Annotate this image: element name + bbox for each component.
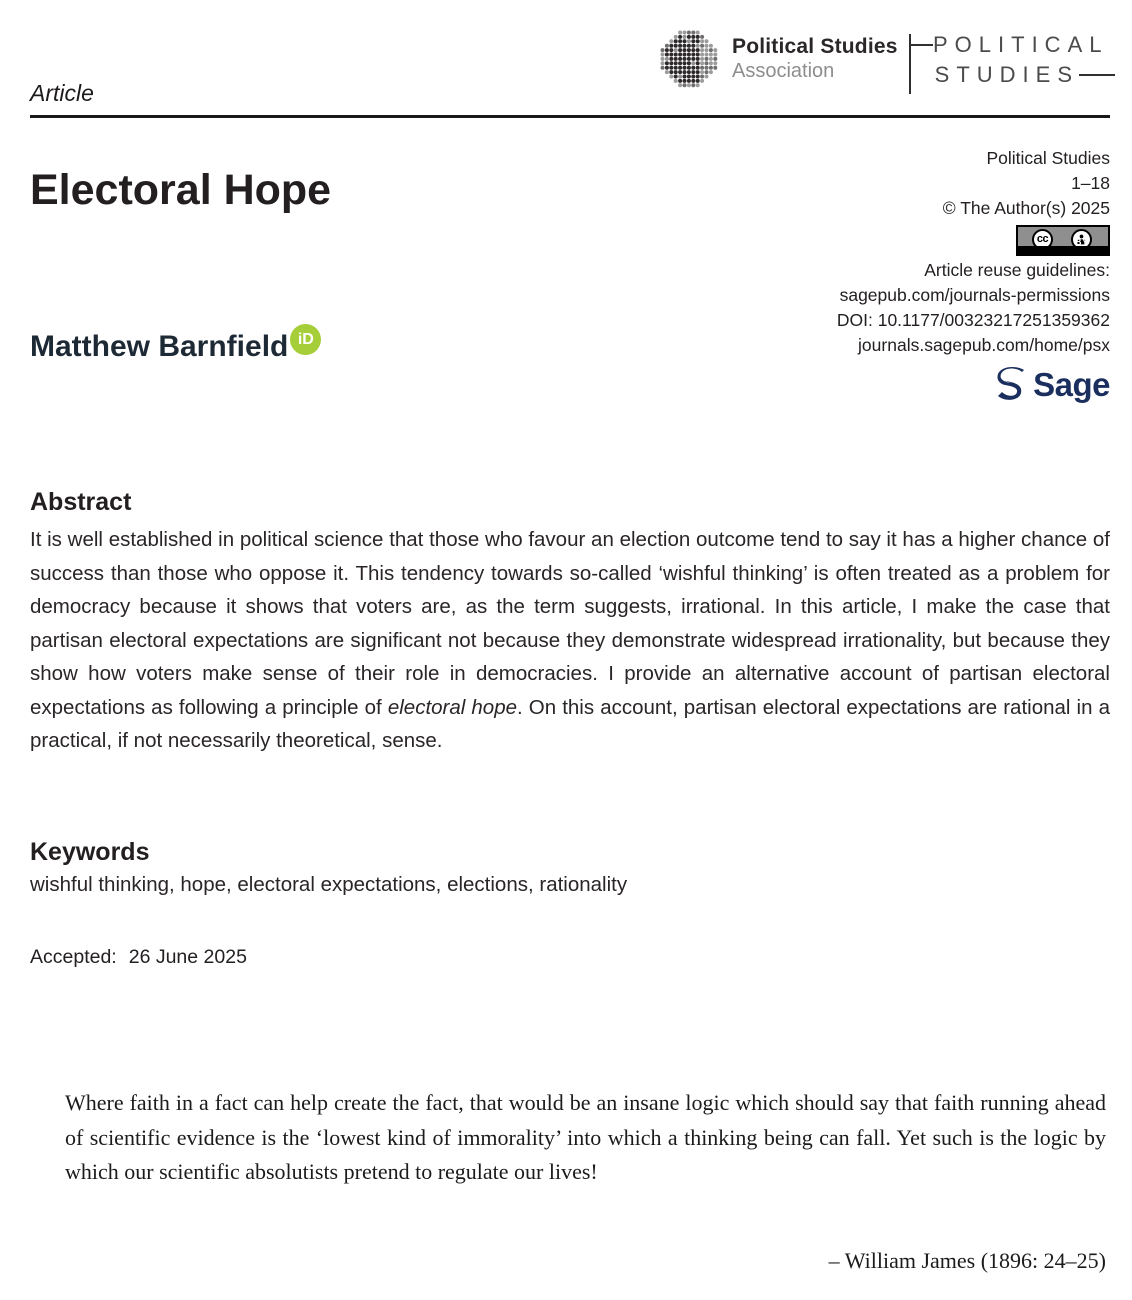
sage-logo (780, 366, 1110, 402)
journal-wordmark-dash-left (909, 44, 933, 46)
abstract-heading: Abstract (30, 488, 132, 516)
psa-logo-line1: Political Studies (732, 35, 898, 58)
keywords-list: wishful thinking, hope, electoral expectations, elections, rationality (30, 873, 628, 896)
article-type-label: Article (30, 80, 94, 106)
journal-wordmark-line1: POLITICAL (933, 32, 1109, 57)
cc-badge-bottom-bar (1018, 246, 1108, 254)
sage-s-icon (996, 366, 1026, 402)
accepted-date: 26 June 2025 (128, 946, 247, 968)
meta-copyright: © The Author(s) 2025 (942, 198, 1110, 218)
keywords-heading: Keywords (30, 838, 150, 866)
sage-wordmark: Sage (1033, 365, 1110, 403)
meta-permissions-link[interactable]: sagepub.com/journals-permissions (839, 285, 1110, 305)
keywords-section (30, 838, 1110, 897)
accepted-label: Accepted: (30, 946, 117, 968)
journal-wordmark-line2: STUDIES (934, 62, 1079, 87)
meta-reuse-guidelines: Article reuse guidelines: (924, 260, 1110, 280)
psa-dots-icon (658, 28, 720, 90)
cc-by-license-badge[interactable] (1016, 225, 1110, 256)
abstract-text: It is well established in political science that those who favour an election outcome tend to say it has a higher chance of success than those who oppose it. This tendency towards so-called ‘wishful thinking’ is often treated as a problem for democracy because it shows that voters are, as the term suggests, irrational. In this article, I make the case that partisan electoral expectations are significant not because they demonstrate widespread irrationality, but because they show how voters make sense of their role in democracies. I provide an alternative account of partisan electoral expectations as following a principle of electoral hope. On this account, partisan electoral expectations are rational in a practical, if not necessarily theoretical, sense. (30, 528, 1110, 752)
orcid-icon[interactable]: iD (290, 324, 321, 355)
psa-logo-line2: Association (732, 60, 835, 82)
psa-logo (658, 28, 898, 90)
journal-wordmark-dash-right (1079, 74, 1115, 76)
author-name: Matthew Barnfield (30, 330, 289, 363)
cc-icon: cc (1032, 229, 1053, 250)
meta-journal-home-link[interactable]: journals.sagepub.com/home/psx (858, 335, 1110, 355)
epigraph-attribution: – William James (1896: 24–25) (828, 1248, 1106, 1273)
abstract-italic-phrase: electoral hope (387, 695, 518, 719)
abstract-section (30, 488, 1110, 758)
meta-journal-name: Political Studies (986, 148, 1110, 168)
paper-title: Electoral Hope (30, 166, 332, 214)
accepted-line (30, 946, 247, 969)
journal-meta-block (780, 146, 1110, 402)
journal-wordmark (903, 26, 1115, 90)
meta-doi-link[interactable]: DOI: 10.1177/00323217251359362 (836, 310, 1110, 330)
header-rule (30, 115, 1110, 118)
cc-by-label: BY (1075, 237, 1089, 247)
meta-page-range: 1–18 (1071, 173, 1110, 193)
author-row (30, 330, 321, 364)
epigraph-quote: Where faith in a fact can help create the fact, that would be an insane logic which should say that faith running ahead of scientific evidence is the ‘lowest kind of immorality’ into which a thinking being can fall. Yet such is the logic by which our scientific absolutists pretend to regulate our lives! (65, 1090, 1106, 1184)
